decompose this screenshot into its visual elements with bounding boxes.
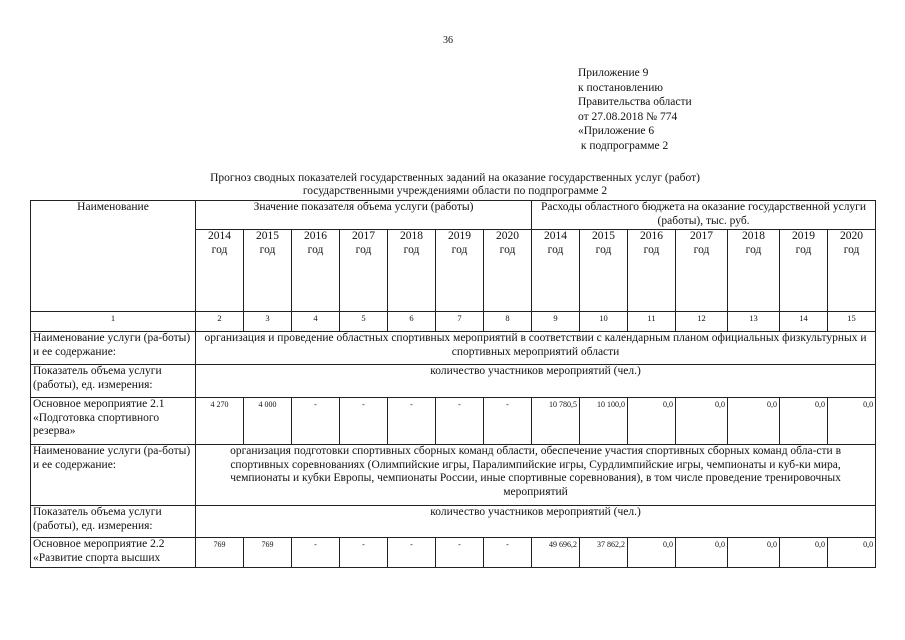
column-number: 15 (828, 312, 876, 332)
table-row (31, 445, 876, 506)
year-cell: 2014 год (532, 230, 580, 312)
value-cell: 37 862,2 (580, 538, 628, 568)
year-cell: 2016 год (292, 230, 340, 312)
value-cell: 0,0 (780, 538, 828, 568)
column-number: 3 (244, 312, 292, 332)
value-cell: 0,0 (628, 538, 676, 568)
column-number: 12 (676, 312, 728, 332)
year-cell: 2014 год (196, 230, 244, 312)
column-number: 9 (532, 312, 580, 332)
column-number: 13 (728, 312, 780, 332)
row-label: Основное мероприятие 2.1 «Подготовка спортивного резерва» (31, 398, 196, 445)
column-number: 6 (388, 312, 436, 332)
column-number: 7 (436, 312, 484, 332)
title-line-2: государственными учреждениями области по подпрограмме 2 (302, 185, 608, 197)
year-cell: 2020 год (484, 230, 532, 312)
column-number: 10 (580, 312, 628, 332)
value-cell: - (388, 538, 436, 568)
value-cell: - (292, 398, 340, 445)
column-number: 2 (196, 312, 244, 332)
column-number: 14 (780, 312, 828, 332)
value-cell: 0,0 (676, 538, 728, 568)
value-cell: 769 (196, 538, 244, 568)
value-cell: 0,0 (676, 398, 728, 445)
year-cell: 2020 год (828, 230, 876, 312)
value-cell: 0,0 (780, 398, 828, 445)
table-row (31, 332, 876, 365)
value-cell: 769 (244, 538, 292, 568)
value-cell: - (340, 398, 388, 445)
year-cell: 2015 год (580, 230, 628, 312)
value-cell: - (484, 538, 532, 568)
service-description: организация и проведение областных спортивных мероприятий в соответствии с календарным планом официальных физкультурных и спортивных мероприятий области (196, 332, 876, 365)
table-row (31, 398, 876, 445)
measure-description: количество участников мероприятий (чел.) (196, 365, 876, 398)
column-number: 8 (484, 312, 532, 332)
row-label: Наименование услуги (ра-боты) и ее содержание: (31, 332, 196, 365)
appendix-block (578, 66, 692, 154)
appendix-line: к постановлению (578, 81, 663, 94)
value-cell: 4 000 (244, 398, 292, 445)
value-cell: - (484, 398, 532, 445)
column-number: 1 (31, 312, 196, 332)
forecast-table (30, 200, 876, 568)
header-name: Наименование (31, 201, 196, 312)
value-cell: 0,0 (728, 398, 780, 445)
header-row (31, 201, 876, 230)
column-number: 4 (292, 312, 340, 332)
value-cell: 4 270 (196, 398, 244, 445)
year-cell: 2019 год (780, 230, 828, 312)
value-cell: 0,0 (628, 398, 676, 445)
value-cell: - (292, 538, 340, 568)
appendix-line: «Приложение 6 (578, 125, 655, 138)
column-number: 11 (628, 312, 676, 332)
title-line-1: Прогноз сводных показателей государственных заданий на оказание государственных услуг (работ) (210, 172, 700, 184)
value-cell: - (436, 538, 484, 568)
value-cell: 10 100,0 (580, 398, 628, 445)
table-row (31, 538, 876, 568)
year-cell: 2015 год (244, 230, 292, 312)
appendix-line: Приложение 9 (578, 67, 649, 79)
appendix-line: Правительства области (578, 96, 692, 109)
column-number: 5 (340, 312, 388, 332)
row-label: Наименование услуги (ра-боты) и ее содержание: (31, 445, 196, 506)
header-expenses: Расходы областного бюджета на оказание государственной услуги (работы), тыс. руб. (532, 201, 876, 230)
value-cell: 10 780,5 (532, 398, 580, 445)
value-cell: - (436, 398, 484, 445)
table-row (31, 365, 876, 398)
service-description: организация подготовки спортивных сборных команд области, обеспечение участия спортивных сборных команд обла-сти в спортивных соревнованиях (Олимпийские игры, Паралимпийские игры, Сурдлимпийские игры, чемпионаты и куб-ки мира, чемпионаты и кубки Европы, чемпионаты России, иные спортивные соревнования), в том числе проведение тренировочных мероприятий (196, 445, 876, 506)
document-title (170, 172, 740, 198)
year-cell: 2018 год (728, 230, 780, 312)
value-cell: - (340, 538, 388, 568)
measure-description: количество участников мероприятий (чел.) (196, 506, 876, 538)
value-cell: 49 696,2 (532, 538, 580, 568)
value-cell: - (388, 398, 436, 445)
value-cell: 0,0 (828, 538, 876, 568)
header-volume: Значение показателя объема услуги (работы) (196, 201, 532, 230)
year-cell: 2017 год (340, 230, 388, 312)
value-cell: 0,0 (728, 538, 780, 568)
table-row (31, 506, 876, 538)
appendix-line: к подпрограмме 2 (578, 139, 669, 152)
year-cell: 2016 год (628, 230, 676, 312)
value-cell: 0,0 (828, 398, 876, 445)
column-number-row (31, 312, 876, 332)
page-number: 36 (443, 35, 453, 46)
year-cell: 2018 год (388, 230, 436, 312)
year-cell: 2019 год (436, 230, 484, 312)
row-label: Показатель объема услуги (работы), ед. измерения: (31, 506, 196, 538)
row-label: Показатель объема услуги (работы), ед. измерения: (31, 365, 196, 398)
row-label: Основное мероприятие 2.2 «Развитие спорта высших (31, 538, 196, 568)
year-cell: 2017 год (676, 230, 728, 312)
appendix-line: от 27.08.2018 № 774 (578, 110, 678, 123)
